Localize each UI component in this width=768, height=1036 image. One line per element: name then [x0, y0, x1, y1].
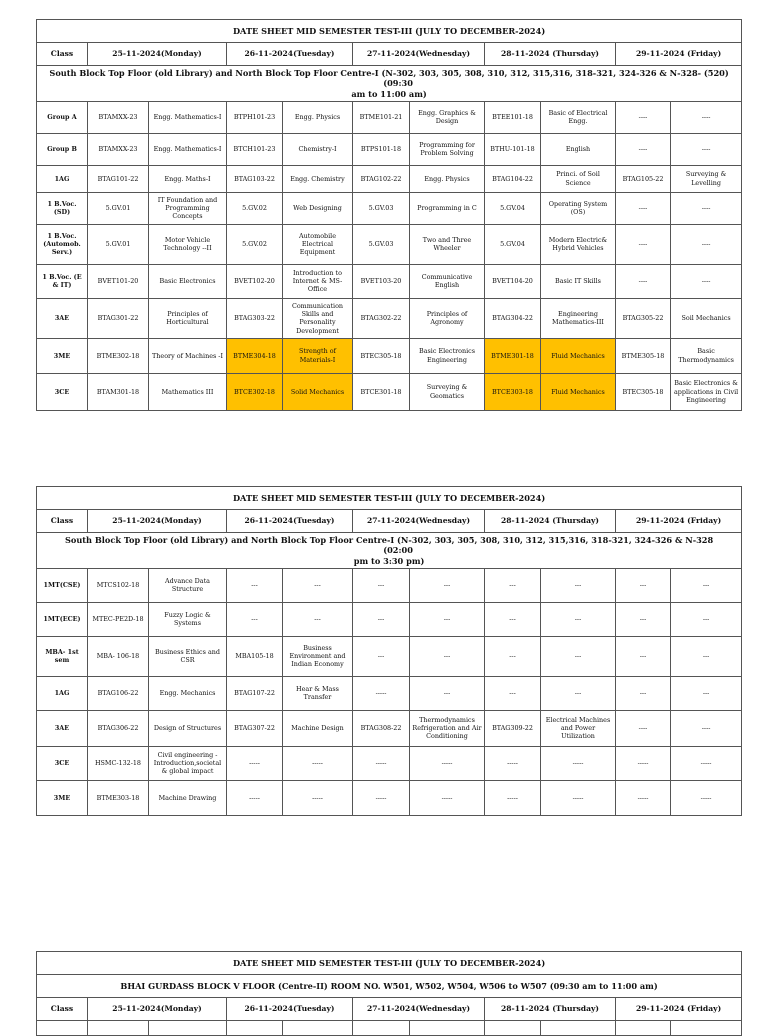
- venue-row: [37, 66, 742, 102]
- course-code-cell: -----: [227, 780, 283, 815]
- subject-cell: Modern Electric& Hybrid Vehicles: [541, 224, 616, 264]
- table-row: [37, 101, 742, 133]
- class-cell: Group B: [37, 133, 88, 165]
- table-row: [37, 636, 742, 676]
- venue-row: BHAI GURDASS BLOCK V FLOOR (Centre-II) ROOM NO. W501, W502, W504, W506 to W507 (09:30 am to 11:00 am): [37, 975, 742, 998]
- table-row: [37, 373, 742, 410]
- class-cell: 1AG: [37, 165, 88, 192]
- table-row: [37, 676, 742, 710]
- subject-cell: Strength of Materials-I: [283, 338, 353, 373]
- partial-cell: [671, 1021, 742, 1036]
- course-code-cell: BTAG304-22: [485, 298, 541, 338]
- subject-cell: Advance Data Structure: [149, 568, 227, 602]
- course-code-cell: BTAG307-22: [227, 710, 283, 746]
- subject-cell: Princi. of Soil Science: [541, 165, 616, 192]
- header-day-3: 27-11-2024(Wednesday): [353, 43, 485, 66]
- subject-cell: Engg. Physics: [410, 165, 485, 192]
- subject-cell: -----: [283, 780, 353, 815]
- course-code-cell: MBA105-18: [227, 636, 283, 676]
- class-cell: 1MT(ECE): [37, 602, 88, 636]
- subject-cell: Engineering Mathematics-III: [541, 298, 616, 338]
- subject-cell: -----: [410, 746, 485, 780]
- subject-cell: -----: [283, 746, 353, 780]
- course-code-cell: ----: [616, 133, 671, 165]
- subject-cell: -----: [410, 780, 485, 815]
- course-code-cell: BTEC305-18: [616, 373, 671, 410]
- header-day-1: 25-11-2024(Monday): [88, 510, 227, 533]
- course-code-cell: BTAG308-22: [353, 710, 410, 746]
- header-day-1: 25-11-2024(Monday): [88, 43, 227, 66]
- subject-cell: ---: [410, 636, 485, 676]
- subject-cell: ----: [671, 224, 742, 264]
- course-code-cell: ---: [227, 602, 283, 636]
- header-day-4: 28-11-2024 (Thursday): [485, 998, 616, 1021]
- course-code-cell: BTAG301-22: [88, 298, 149, 338]
- subject-cell: ----: [671, 101, 742, 133]
- course-code-cell: -----: [485, 746, 541, 780]
- course-code-cell: 5.GV.01: [88, 192, 149, 224]
- subject-cell: Hear & Mass Transfer: [283, 676, 353, 710]
- subject-cell: ---: [671, 568, 742, 602]
- course-code-cell: BTEC305-18: [353, 338, 410, 373]
- course-code-cell: ---: [485, 636, 541, 676]
- venue-text: South Block Top Floor (old Library) and North Block Top Floor Centre-I (N-302, 303, 305, 308, 310, 312, 315,316, 318-321, 324-326 & N-328: [64, 535, 714, 545]
- class-cell: 1 B.Voc. (E & IT): [37, 264, 88, 298]
- subject-cell: Basic of Electrical Engg.: [541, 101, 616, 133]
- course-code-cell: BTCE301-18: [353, 373, 410, 410]
- course-code-cell: 5.GV.01: [88, 224, 149, 264]
- class-cell: 1MT(CSE): [37, 568, 88, 602]
- header-day-3: 27-11-2024(Wednesday): [353, 510, 485, 533]
- subject-cell: Design of Structures: [149, 710, 227, 746]
- course-code-cell: BTAG309-22: [485, 710, 541, 746]
- course-code-cell: BTPH101-23: [227, 101, 283, 133]
- course-code-cell: BTAG104-22: [485, 165, 541, 192]
- header-day-2: 26-11-2024(Tuesday): [227, 43, 353, 66]
- course-code-cell: -----: [353, 676, 410, 710]
- sheet-title: DATE SHEET MID SEMESTER TEST-III (JULY TO DECEMBER-2024): [37, 20, 742, 43]
- course-code-cell: BTEE101-18: [485, 101, 541, 133]
- subject-cell: ---: [283, 602, 353, 636]
- course-code-cell: -----: [485, 780, 541, 815]
- course-code-cell: BTME302-18: [88, 338, 149, 373]
- course-code-cell: -----: [227, 746, 283, 780]
- partial-cell: [410, 1021, 485, 1036]
- partial-cell: [616, 1021, 671, 1036]
- course-code-cell: BTME101-21: [353, 101, 410, 133]
- course-code-cell: ---: [485, 602, 541, 636]
- date-sheet-table-2: [36, 486, 742, 816]
- partial-cell: [88, 1021, 149, 1036]
- header-day-4: 28-11-2024 (Thursday): [485, 43, 616, 66]
- subject-cell: ---: [671, 636, 742, 676]
- table-row: [37, 165, 742, 192]
- subject-cell: Electrical Machines and Power Utilization: [541, 710, 616, 746]
- partial-cell: [149, 1021, 227, 1036]
- class-cell: 3AE: [37, 298, 88, 338]
- subject-cell: Machine Design: [283, 710, 353, 746]
- subject-cell: Machine Drawing: [149, 780, 227, 815]
- date-sheet-morning: [36, 19, 741, 411]
- course-code-cell: ----: [616, 192, 671, 224]
- course-code-cell: 5.GV.02: [227, 224, 283, 264]
- class-cell: MBA- 1st sem: [37, 636, 88, 676]
- subject-cell: Basic Electronics & applications in Civil Engineering: [671, 373, 742, 410]
- course-code-cell: BVET101-20: [88, 264, 149, 298]
- subject-cell: Principles of Horticultural: [149, 298, 227, 338]
- table-row: [37, 224, 742, 264]
- date-sheet-table-1: [36, 19, 742, 411]
- subject-cell: ----: [671, 264, 742, 298]
- subject-cell: Basic IT Skills: [541, 264, 616, 298]
- class-cell: Group A: [37, 101, 88, 133]
- course-code-cell: ----: [616, 710, 671, 746]
- table-row: [37, 133, 742, 165]
- header-day-2: 26-11-2024(Tuesday): [227, 998, 353, 1021]
- course-code-cell: ---: [353, 636, 410, 676]
- header-day-5: 29-11-2024 (Friday): [616, 998, 742, 1021]
- table-row: [37, 602, 742, 636]
- class-cell: 3ME: [37, 780, 88, 815]
- subject-cell: Theory of Machines -I: [149, 338, 227, 373]
- class-cell: 3ME: [37, 338, 88, 373]
- subject-cell: Principles of Agronomy: [410, 298, 485, 338]
- subject-cell: Engg. Mathematics-I: [149, 133, 227, 165]
- subject-cell: Thermodynamics Refrigeration and Air Conditioning: [410, 710, 485, 746]
- course-code-cell: BTAG302-22: [353, 298, 410, 338]
- class-cell: 3AE: [37, 710, 88, 746]
- course-code-cell: HSMC-132-18: [88, 746, 149, 780]
- subject-cell: ----: [671, 710, 742, 746]
- subject-cell: Engg. Chemistry: [283, 165, 353, 192]
- subject-cell: Engg. Physics: [283, 101, 353, 133]
- course-code-cell: 5.GV.03: [353, 192, 410, 224]
- subject-cell: Surveying & Geomatics: [410, 373, 485, 410]
- table-row: [37, 338, 742, 373]
- venue-time-end: pm to 3:30 pm): [353, 555, 425, 566]
- header-class: Class: [37, 510, 88, 533]
- table-row: [37, 710, 742, 746]
- subject-cell: -----: [541, 780, 616, 815]
- subject-cell: Programming for Problem Solving: [410, 133, 485, 165]
- subject-cell: ---: [410, 568, 485, 602]
- venue-time-start: (02:00: [383, 545, 413, 556]
- class-cell: 1 B.Voc. (SD): [37, 192, 88, 224]
- subject-cell: ---: [541, 568, 616, 602]
- course-code-cell: BTAG306-22: [88, 710, 149, 746]
- subject-cell: ----: [671, 192, 742, 224]
- date-sheet-centre-2: [36, 951, 741, 1036]
- subject-cell: Chemistry-I: [283, 133, 353, 165]
- course-code-cell: ---: [616, 676, 671, 710]
- course-code-cell: BTME305-18: [616, 338, 671, 373]
- subject-cell: Soil Mechanics: [671, 298, 742, 338]
- subject-cell: ---: [410, 676, 485, 710]
- course-code-cell: BTME301-18: [485, 338, 541, 373]
- course-code-cell: 5.GV.03: [353, 224, 410, 264]
- partial-cell: [541, 1021, 616, 1036]
- course-code-cell: -----: [353, 780, 410, 815]
- subject-cell: Communicative English: [410, 264, 485, 298]
- course-code-cell: ----: [616, 101, 671, 133]
- date-sheet-afternoon: [36, 486, 741, 816]
- header-class: Class: [37, 43, 88, 66]
- header-day-5: 29-11-2024 (Friday): [616, 43, 742, 66]
- partial-cell: [353, 1021, 410, 1036]
- subject-cell: Two and Three Wheeler: [410, 224, 485, 264]
- course-code-cell: BTAG103-22: [227, 165, 283, 192]
- course-code-cell: BTAG106-22: [88, 676, 149, 710]
- subject-cell: IT Foundation and Programming Concepts: [149, 192, 227, 224]
- subject-cell: -----: [541, 746, 616, 780]
- course-code-cell: BTAMXX-23: [88, 133, 149, 165]
- table-row: [37, 264, 742, 298]
- partial-cell: [485, 1021, 541, 1036]
- course-code-cell: BTCE302-18: [227, 373, 283, 410]
- subject-cell: ---: [410, 602, 485, 636]
- course-code-cell: BVET104-20: [485, 264, 541, 298]
- class-cell: 1 B.Voc. (Automob. Serv.): [37, 224, 88, 264]
- course-code-cell: BTAG101-22: [88, 165, 149, 192]
- subject-cell: Fuzzy Logic & Systems: [149, 602, 227, 636]
- header-day-3: 27-11-2024(Wednesday): [353, 998, 485, 1021]
- subject-cell: Fluid Mechanics: [541, 373, 616, 410]
- course-code-cell: MBA- 106-18: [88, 636, 149, 676]
- course-code-cell: -----: [616, 780, 671, 815]
- subject-cell: ---: [541, 602, 616, 636]
- course-code-cell: BTME303-18: [88, 780, 149, 815]
- table-row: [37, 568, 742, 602]
- course-code-cell: BTME304-18: [227, 338, 283, 373]
- subject-cell: Basic Thermodynamics: [671, 338, 742, 373]
- subject-cell: Surveying & Levelling: [671, 165, 742, 192]
- header-day-5: 29-11-2024 (Friday): [616, 510, 742, 533]
- subject-cell: Fluid Mechanics: [541, 338, 616, 373]
- course-code-cell: ----: [616, 224, 671, 264]
- table-row: [37, 298, 742, 338]
- course-code-cell: -----: [353, 746, 410, 780]
- course-code-cell: BTAG102-22: [353, 165, 410, 192]
- subject-cell: -----: [671, 780, 742, 815]
- subject-cell: Business Environment and Indian Economy: [283, 636, 353, 676]
- subject-cell: Communication Skills and Personality Development: [283, 298, 353, 338]
- subject-cell: -----: [671, 746, 742, 780]
- course-code-cell: ----: [616, 264, 671, 298]
- subject-cell: Introduction to Internet & MS-Office: [283, 264, 353, 298]
- subject-cell: Web Designing: [283, 192, 353, 224]
- subject-cell: Business Ethics and CSR: [149, 636, 227, 676]
- header-class: Class: [37, 998, 88, 1021]
- course-code-cell: BTAG107-22: [227, 676, 283, 710]
- table-row: [37, 746, 742, 780]
- subject-cell: English: [541, 133, 616, 165]
- subject-cell: Basic Electronics Engineering: [410, 338, 485, 373]
- class-cell: 3CE: [37, 373, 88, 410]
- venue-text: South Block Top Floor (old Library) and North Block Top Floor Centre-I (N-302, 303, 305, 308, 310, 312, 315,316, 318-321, 324-326 & N-328- (520): [49, 68, 729, 78]
- venue-time-start: (09:30: [383, 78, 413, 89]
- subject-cell: Programming in C: [410, 192, 485, 224]
- subject-cell: Engg. Graphics & Design: [410, 101, 485, 133]
- course-code-cell: BTCH101-23: [227, 133, 283, 165]
- course-code-cell: ---: [616, 636, 671, 676]
- subject-cell: Operating System (OS): [541, 192, 616, 224]
- class-cell: 3CE: [37, 746, 88, 780]
- header-day-4: 28-11-2024 (Thursday): [485, 510, 616, 533]
- course-code-cell: BTHU-101-18: [485, 133, 541, 165]
- course-code-cell: BTAM301-18: [88, 373, 149, 410]
- course-code-cell: BTPS101-18: [353, 133, 410, 165]
- course-code-cell: 5.GV.04: [485, 224, 541, 264]
- course-code-cell: 5.GV.02: [227, 192, 283, 224]
- course-code-cell: BVET102-20: [227, 264, 283, 298]
- table-row: [37, 192, 742, 224]
- class-cell: 1AG: [37, 676, 88, 710]
- subject-cell: ---: [541, 676, 616, 710]
- subject-cell: Engg. Mathematics-I: [149, 101, 227, 133]
- course-code-cell: BVET103-20: [353, 264, 410, 298]
- partial-cell: [37, 1021, 88, 1036]
- subject-cell: Automobile Electrical Equipment: [283, 224, 353, 264]
- partial-cell: [227, 1021, 283, 1036]
- header-day-1: 25-11-2024(Monday): [88, 998, 227, 1021]
- subject-cell: Engg. Mechanics: [149, 676, 227, 710]
- subject-cell: Mathematics III: [149, 373, 227, 410]
- subject-cell: ---: [671, 676, 742, 710]
- venue-time-end: am to 11:00 am): [351, 88, 427, 99]
- subject-cell: Civil engineering - Introduction,societal & global impact: [149, 746, 227, 780]
- course-code-cell: MTCS102-18: [88, 568, 149, 602]
- course-code-cell: ---: [485, 676, 541, 710]
- course-code-cell: BTAG303-22: [227, 298, 283, 338]
- subject-cell: Basic Electronics: [149, 264, 227, 298]
- subject-cell: ----: [671, 133, 742, 165]
- sheet-title: DATE SHEET MID SEMESTER TEST-III (JULY TO DECEMBER-2024): [37, 952, 742, 975]
- course-code-cell: BTCE303-18: [485, 373, 541, 410]
- course-code-cell: MTEC-PE2D-18: [88, 602, 149, 636]
- course-code-cell: ---: [616, 568, 671, 602]
- header-day-2: 26-11-2024(Tuesday): [227, 510, 353, 533]
- course-code-cell: ---: [227, 568, 283, 602]
- course-code-cell: ---: [616, 602, 671, 636]
- course-code-cell: 5.GV.04: [485, 192, 541, 224]
- partial-cell: [283, 1021, 353, 1036]
- course-code-cell: BTAMXX-23: [88, 101, 149, 133]
- subject-cell: Engg. Maths-I: [149, 165, 227, 192]
- course-code-cell: ---: [353, 568, 410, 602]
- table-row: [37, 780, 742, 815]
- course-code-cell: BTAG305-22: [616, 298, 671, 338]
- course-code-cell: -----: [616, 746, 671, 780]
- subject-cell: Motor Vehicle Technology --II: [149, 224, 227, 264]
- subject-cell: ---: [541, 636, 616, 676]
- course-code-cell: BTAG105-22: [616, 165, 671, 192]
- subject-cell: ---: [283, 568, 353, 602]
- subject-cell: ---: [671, 602, 742, 636]
- course-code-cell: ---: [485, 568, 541, 602]
- subject-cell: Solid Mechanics: [283, 373, 353, 410]
- venue-row: [37, 533, 742, 569]
- course-code-cell: ---: [353, 602, 410, 636]
- date-sheet-table-3: [36, 951, 742, 1036]
- sheet-title: DATE SHEET MID SEMESTER TEST-III (JULY TO DECEMBER-2024): [37, 487, 742, 510]
